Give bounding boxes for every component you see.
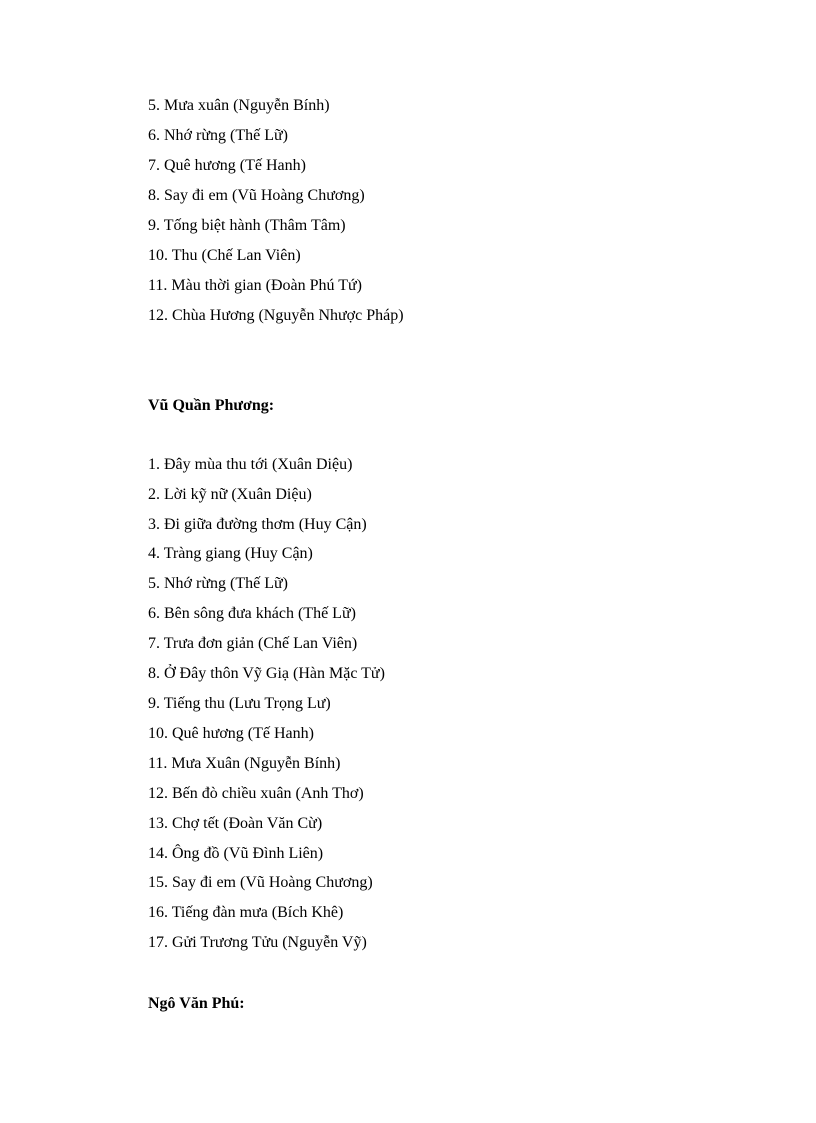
list-item: 9. Tiếng thu (Lưu Trọng Lư) bbox=[148, 695, 331, 712]
list-item: 6. Nhớ rừng (Thế Lữ) bbox=[148, 127, 288, 144]
list-item: 8. Say đi em (Vũ Hoàng Chương) bbox=[148, 187, 365, 204]
list-item: 12. Bến đò chiều xuân (Anh Thơ) bbox=[148, 785, 364, 802]
list-item: 11. Màu thời gian (Đoàn Phú Tứ) bbox=[148, 277, 362, 294]
list-item: 5. Mưa xuân (Nguyễn Bính) bbox=[148, 97, 330, 114]
list-item: 4. Tràng giang (Huy Cận) bbox=[148, 545, 313, 562]
list-item: 16. Tiếng đàn mưa (Bích Khê) bbox=[148, 904, 344, 921]
list-item: 10. Quê hương (Tế Hanh) bbox=[148, 725, 314, 742]
section-heading-vu-quan-phuong: Vũ Quần Phương: bbox=[148, 397, 275, 414]
list-item: 12. Chùa Hương (Nguyễn Nhược Pháp) bbox=[148, 307, 404, 324]
list-item: 10. Thu (Chế Lan Viên) bbox=[148, 247, 301, 264]
list-item: 13. Chợ tết (Đoàn Văn Cừ) bbox=[148, 815, 323, 832]
list-item: 7. Trưa đơn giản (Chế Lan Viên) bbox=[148, 635, 358, 652]
list-item: 6. Bên sông đưa khách (Thế Lữ) bbox=[148, 605, 356, 622]
list-item: 17. Gửi Trương Tửu (Nguyễn Vỹ) bbox=[148, 934, 367, 951]
list-item: 9. Tống biệt hành (Thâm Tâm) bbox=[148, 217, 346, 234]
list-item: 7. Quê hương (Tế Hanh) bbox=[148, 157, 306, 174]
list-item: 2. Lời kỹ nữ (Xuân Diệu) bbox=[148, 486, 312, 503]
list-item: 15. Say đi em (Vũ Hoàng Chương) bbox=[148, 874, 373, 891]
list-item: 14. Ông đồ (Vũ Đình Liên) bbox=[148, 845, 324, 862]
list-item: 5. Nhớ rừng (Thế Lữ) bbox=[148, 575, 288, 592]
list-item: 11. Mưa Xuân (Nguyễn Bính) bbox=[148, 755, 341, 772]
section-heading-ngo-van-phu: Ngô Văn Phú: bbox=[148, 995, 245, 1012]
list-item: 3. Đi giữa đường thơm (Huy Cận) bbox=[148, 516, 367, 533]
list-item: 8. Ở Đây thôn Vỹ Giạ (Hàn Mặc Tử) bbox=[148, 665, 385, 682]
list-item: 1. Đây mùa thu tới (Xuân Diệu) bbox=[148, 456, 353, 473]
